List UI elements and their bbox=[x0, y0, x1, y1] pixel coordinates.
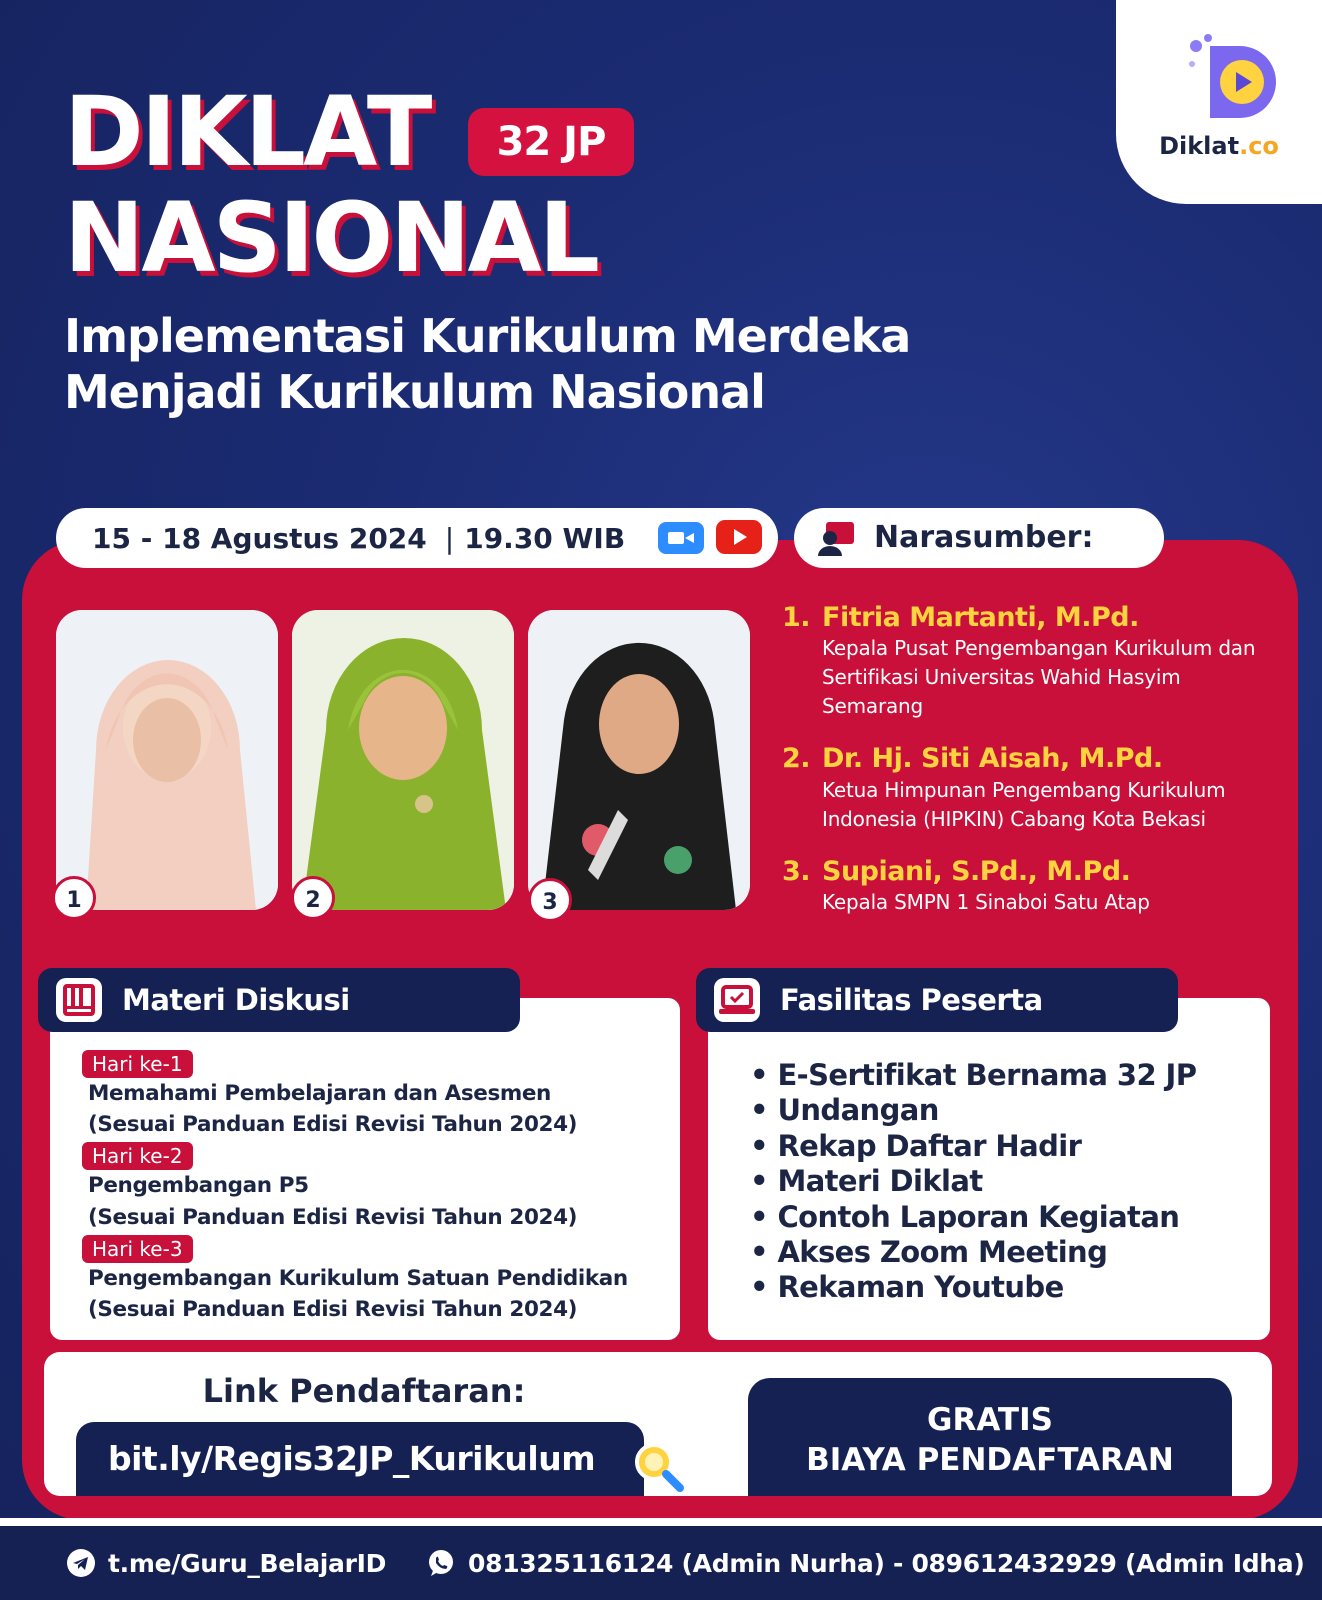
event-date: 15 - 18 Agustus 2024 bbox=[92, 521, 427, 555]
narasumber-pill bbox=[794, 508, 1164, 568]
zoom-icon bbox=[658, 522, 704, 554]
whatsapp-icon bbox=[426, 1548, 456, 1578]
registration-link[interactable]: bit.ly/Regis32JP_Kurikulum bbox=[76, 1422, 644, 1496]
speaker-role: Ketua Himpunan Pengembang Kurikulum Indonesia (HIPKIN) Cabang Kota Bekasi bbox=[822, 777, 1226, 831]
list-item: • Materi Diklat bbox=[750, 1164, 1196, 1199]
registration-label: Link Pendaftaran: bbox=[202, 1372, 526, 1410]
speaker-role: Kepala SMPN 1 Sinaboi Satu Atap bbox=[822, 890, 1150, 915]
title-line-1: DIKLAT bbox=[64, 76, 430, 188]
materi-box bbox=[50, 998, 680, 1340]
list-item: • Contoh Laporan Kegiatan bbox=[750, 1200, 1196, 1235]
list-item: • Undangan bbox=[750, 1093, 1196, 1128]
materi-header bbox=[38, 968, 520, 1032]
materi-day: Hari ke-1 Memahami Pembelajaran dan Asesmen (Sesuai Panduan Edisi Revisi Tahun 2024) bbox=[88, 1050, 668, 1140]
fasilitas-title: Fasilitas Peserta bbox=[780, 983, 1043, 1017]
list-item: • Rekap Daftar Hadir bbox=[750, 1129, 1196, 1164]
speaker-name: Fitria Martanti, M.Pd. bbox=[822, 602, 1139, 633]
jp-badge: 32 JP bbox=[468, 108, 634, 176]
user-icon bbox=[816, 520, 856, 558]
speaker-item: 3. Supiani, S.Pd., M.Pd. Kepala SMPN 1 Sinaboi Satu Atap bbox=[782, 856, 1282, 917]
list-item: • E-Sertifikat Bernama 32 JP bbox=[750, 1058, 1196, 1093]
photo-number-2: 2 bbox=[291, 876, 335, 920]
fasilitas-list bbox=[750, 1058, 1196, 1306]
speaker-list bbox=[782, 602, 1282, 939]
laptop-check-icon bbox=[714, 978, 760, 1022]
materi-day: Hari ke-2 Pengembangan P5 (Sesuai Panduan Edisi Revisi Tahun 2024) bbox=[88, 1142, 668, 1232]
list-item: • Akses Zoom Meeting bbox=[750, 1235, 1196, 1270]
speaker-item: 2. Dr. Hj. Siti Aisah, M.Pd. Ketua Himpunan Pengembang Kurikulum Indonesia (HIPKIN) Cabang Kota Bekasi bbox=[782, 743, 1282, 833]
speaker-photo-3 bbox=[528, 610, 750, 910]
speaker-item: 1. Fitria Martanti, M.Pd. Kepala Pusat Pengembangan Kurikulum dan Sertifikasi Universitas Wahid Hasyim Semarang bbox=[782, 602, 1282, 721]
event-time: 19.30 WIB bbox=[464, 521, 626, 555]
list-item: • Rekaman Youtube bbox=[750, 1270, 1196, 1305]
speaker-portrait-3 bbox=[528, 610, 750, 910]
speaker-photo-1 bbox=[56, 610, 278, 910]
fasilitas-header bbox=[696, 968, 1178, 1032]
day-badge: Hari ke-3 bbox=[82, 1235, 193, 1263]
registration-box bbox=[44, 1352, 1272, 1496]
speaker-role: Kepala Pusat Pengembangan Kurikulum dan Sertifikasi Universitas Wahid Hasyim Semarang bbox=[822, 636, 1256, 719]
speaker-name: Supiani, S.Pd., M.Pd. bbox=[822, 855, 1131, 887]
telegram-contact[interactable]: t.me/Guru_BelajarID bbox=[66, 1548, 386, 1578]
materi-title: Materi Diskusi bbox=[122, 983, 350, 1017]
speaker-name: Dr. Hj. Siti Aisah, M.Pd. bbox=[822, 743, 1163, 775]
book-icon bbox=[56, 978, 102, 1022]
day-badge: Hari ke-1 bbox=[82, 1050, 193, 1078]
speaker-portrait-2 bbox=[292, 610, 514, 910]
youtube-icon bbox=[716, 520, 762, 554]
date-separator: | bbox=[444, 521, 455, 555]
title-line-2: NASIONAL bbox=[64, 182, 597, 294]
subtitle: Implementasi Kurikulum Merdeka Menjadi Kurikulum Nasional bbox=[64, 309, 911, 420]
free-registration-banner: GRATIS BIAYA PENDAFTARAN bbox=[748, 1378, 1232, 1496]
telegram-icon bbox=[66, 1548, 96, 1578]
photo-number-1: 1 bbox=[52, 876, 96, 920]
diklat-logo-icon bbox=[1186, 32, 1282, 128]
speaker-photo-2 bbox=[292, 610, 514, 910]
brand-logo-card[interactable] bbox=[1116, 0, 1322, 204]
narasumber-label: Narasumber: bbox=[874, 520, 1094, 555]
speaker-portrait-1 bbox=[56, 610, 278, 910]
fasilitas-box bbox=[708, 998, 1270, 1340]
whatsapp-contact[interactable]: 081325116124 (Admin Nurha) - 089612432929 (Admin Idha) bbox=[426, 1548, 1305, 1578]
materi-list bbox=[88, 1050, 668, 1325]
footer bbox=[0, 1518, 1322, 1600]
schedule-pill bbox=[56, 508, 778, 568]
materi-day: Hari ke-3 Pengembangan Kurikulum Satuan Pendidikan (Sesuai Panduan Edisi Revisi Tahun 2024) bbox=[88, 1235, 668, 1325]
photo-number-3: 3 bbox=[528, 878, 572, 922]
magnifier-icon bbox=[632, 1440, 684, 1492]
brand-name: Diklat.co bbox=[1159, 132, 1279, 160]
day-badge: Hari ke-2 bbox=[82, 1142, 193, 1170]
